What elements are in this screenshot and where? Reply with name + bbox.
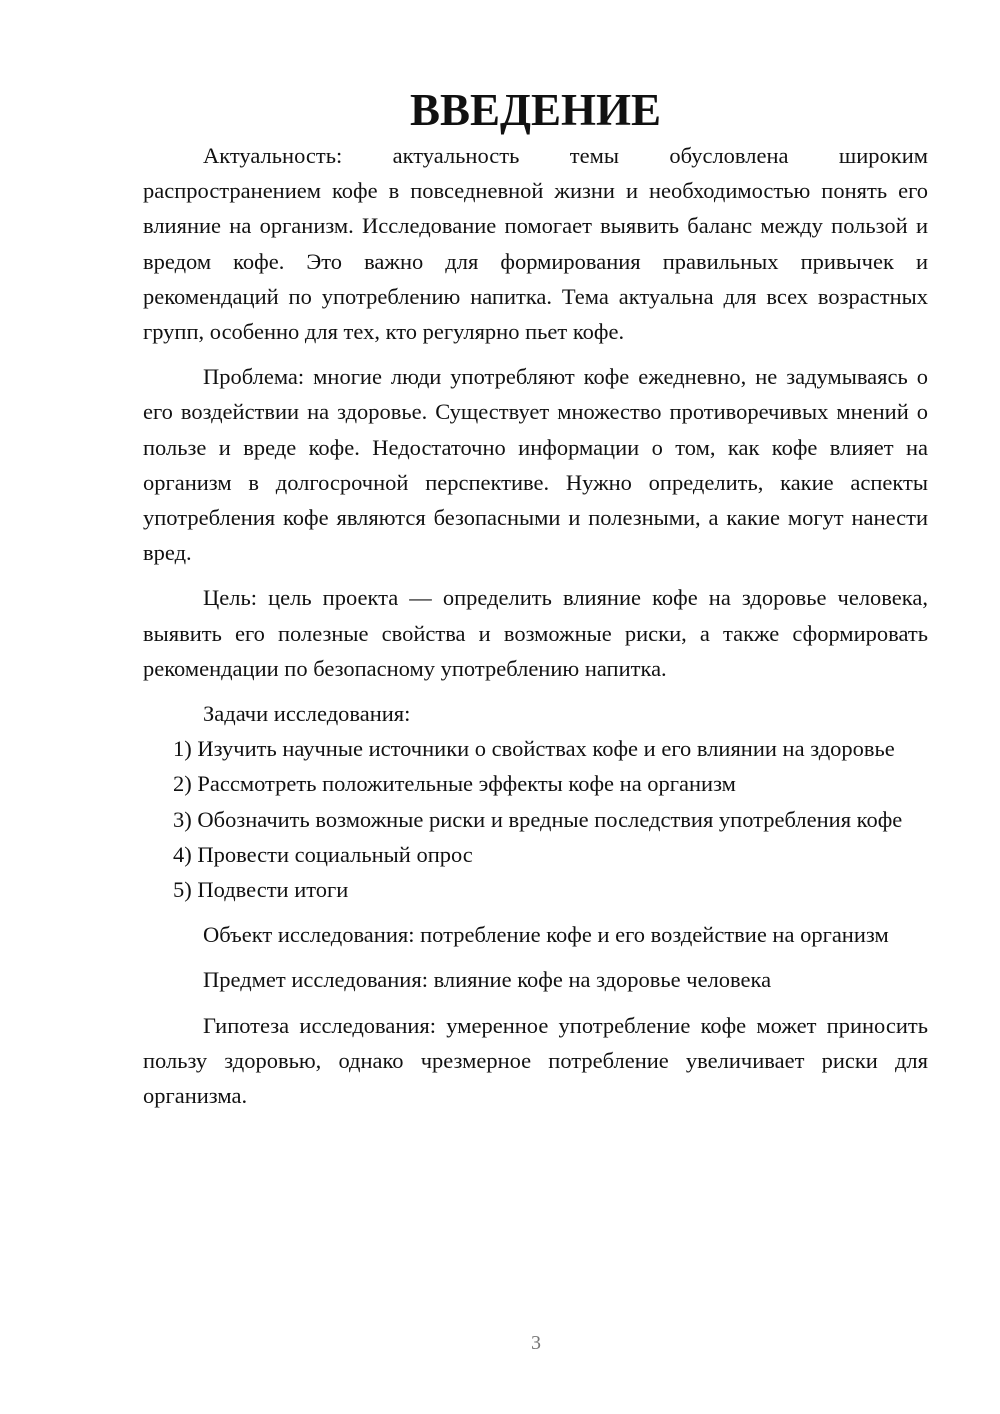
page-number: 3	[531, 1332, 541, 1354]
paragraph-hypothesis: Гипотеза исследования: умеренное употребление кофе может приносить пользу здоровью, однако чрезмерное потребление увеличивает риски для организма.	[143, 1012, 928, 1109]
page-title: ВВЕДЕНИЕ	[409, 85, 662, 135]
tasks-heading: Задачи исследования:	[203, 701, 411, 727]
paragraph-relevance: Актуальность: актуальность темы обусловлена широким распространением кофе в повседневной жизни и необходимостью понять его влияние на организм. Исследование помогает выявить баланс между пользой и вредом кофе. Это важно для формирования правильных привычек и рекомендаций по употреблению напитка. Тема актуальна для всех возрастных групп, особенно для тех, кто регулярно пьет кофе.	[143, 143, 928, 345]
list-item: 4) Провести социальный опрос	[173, 841, 473, 867]
paragraph-subject: Предмет исследования: влияние кофе на здоровье человека	[203, 967, 772, 993]
document-page	[143, 85, 928, 1113]
list-item: 2) Рассмотреть положительные эффекты кофе на организм	[173, 771, 736, 797]
paragraph-problem: Проблема: многие люди употребляют кофе ежедневно, не задумываясь о его воздействии на здоровье. Существует множество противоречивых мнений о пользе и вреде кофе. Недостаточно информации о том, как кофе влияет на организм в долгосрочной перспективе. Нужно определить, какие аспекты употребления кофе являются безопасными и полезными, а какие могут нанести вред.	[143, 364, 928, 566]
list-item: 1) Изучить научные источники о свойствах кофе и его влиянии на здоровье	[173, 736, 895, 762]
list-item: 5) Подвести итоги	[173, 877, 349, 903]
tasks-list	[143, 731, 928, 907]
paragraph-goal: Цель: цель проекта — определить влияние кофе на здоровье человека, выявить его полезные свойства и возможные риски, а также сформировать рекомендации по безопасному употреблению напитка.	[143, 585, 928, 681]
list-item: 3) Обозначить возможные риски и вредные последствия употребления кофе	[173, 806, 903, 832]
paragraph-object: Объект исследования: потребление кофе и его воздействие на организм	[203, 922, 889, 948]
